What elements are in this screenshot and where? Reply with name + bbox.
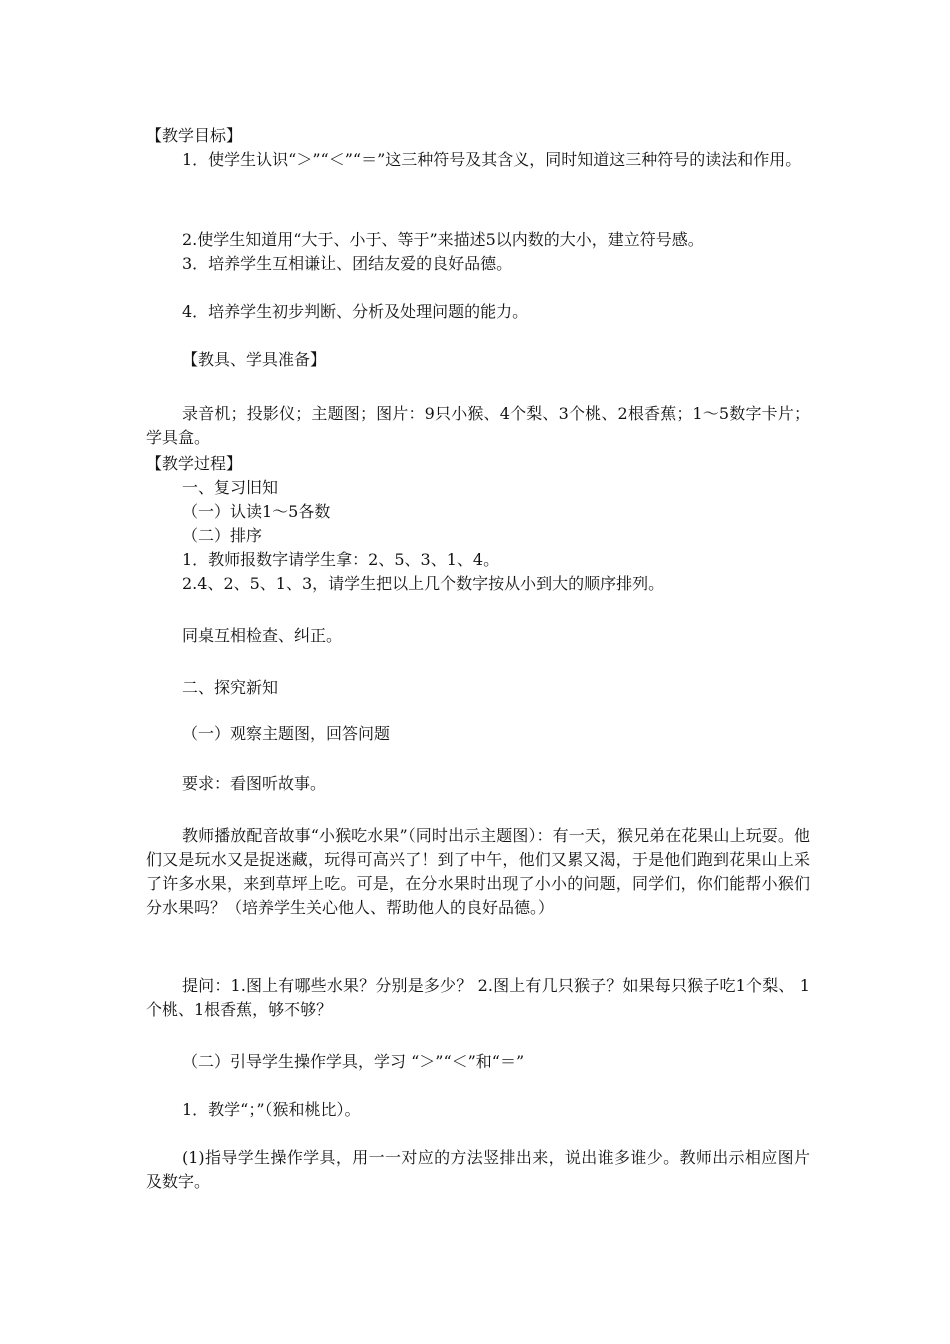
teaching-step-1: 1．教学“；”（猴和桃比）。: [182, 1100, 361, 1119]
section-review: 一、复习旧知: [182, 478, 279, 497]
heading-tools: 【教具、学具准备】: [182, 350, 327, 369]
subsection-operate-tools: （二）引导学生操作学具，学习 “＞”“＜”和“＝”: [182, 1052, 525, 1071]
subsection-read-numbers: （一）认读1～5各数: [182, 502, 331, 521]
ordering-step-1: 1．教师报数字请学生拿：2、5、3、1、4。: [182, 550, 500, 569]
observe-requirement: 要求：看图听故事。: [182, 774, 327, 793]
subsection-ordering: （二）排序: [182, 526, 263, 545]
ordering-step-3: 同桌互相检查、纠正。: [182, 626, 343, 645]
subsection-observe: （一）观察主题图，回答问题: [182, 724, 391, 743]
goal-2: 2.使学生知道用“大于、小于、等于”来描述5以内数的大小，建立符号感。: [182, 230, 704, 249]
tools-list: 录音机；投影仪；主题图；图片：9只小猴、4个梨、3个桃、2根香蕉；1～5数字卡片；学具盒。: [146, 404, 810, 447]
ordering-step-2: 2.4、2、5、1、3，请学生把以上几个数字按从小到大的顺序排列。: [182, 574, 665, 593]
story-paragraph: 教师播放配音故事“小猴吃水果”（同时出示主题图）：有一天，猴兄弟在花果山上玩耍。他们又是玩水又是捉迷藏，玩得可高兴了！到了中午，他们又累又渴，于是他们跑到花果山上采了许多水果，来到草坪上吃。可是，在分水果时出现了小小的问题，同学们，你们能帮小猴们分水果吗？（培养学生关心他人、帮助他人的良好品德。）: [146, 826, 810, 917]
question-paragraph: 提问：1.图上有哪些水果？分别是多少？ 2.图上有几只猴子？如果每只猴子吃1个梨、 1个桃、1根香蕉，够不够？: [146, 976, 810, 1019]
goal-3: 3．培养学生互相谦让、团结友爱的良好品德。: [182, 254, 513, 273]
heading-teaching-process: 【教学过程】: [146, 454, 243, 473]
heading-teaching-goals: 【教学目标】: [146, 126, 243, 145]
teaching-step-1a: (1)指导学生操作学具，用一一对应的方法竖排出来，说出谁多谁少。教师出示相应图片及数字。: [146, 1148, 810, 1191]
goal-4: 4．培养学生初步判断、分析及处理问题的能力。: [182, 302, 529, 321]
section-explore: 二、探究新知: [182, 678, 279, 697]
goal-1: 1．使学生认识“＞”“＜”“＝”这三种符号及其含义，同时知道这三种符号的读法和作用。: [182, 150, 802, 169]
